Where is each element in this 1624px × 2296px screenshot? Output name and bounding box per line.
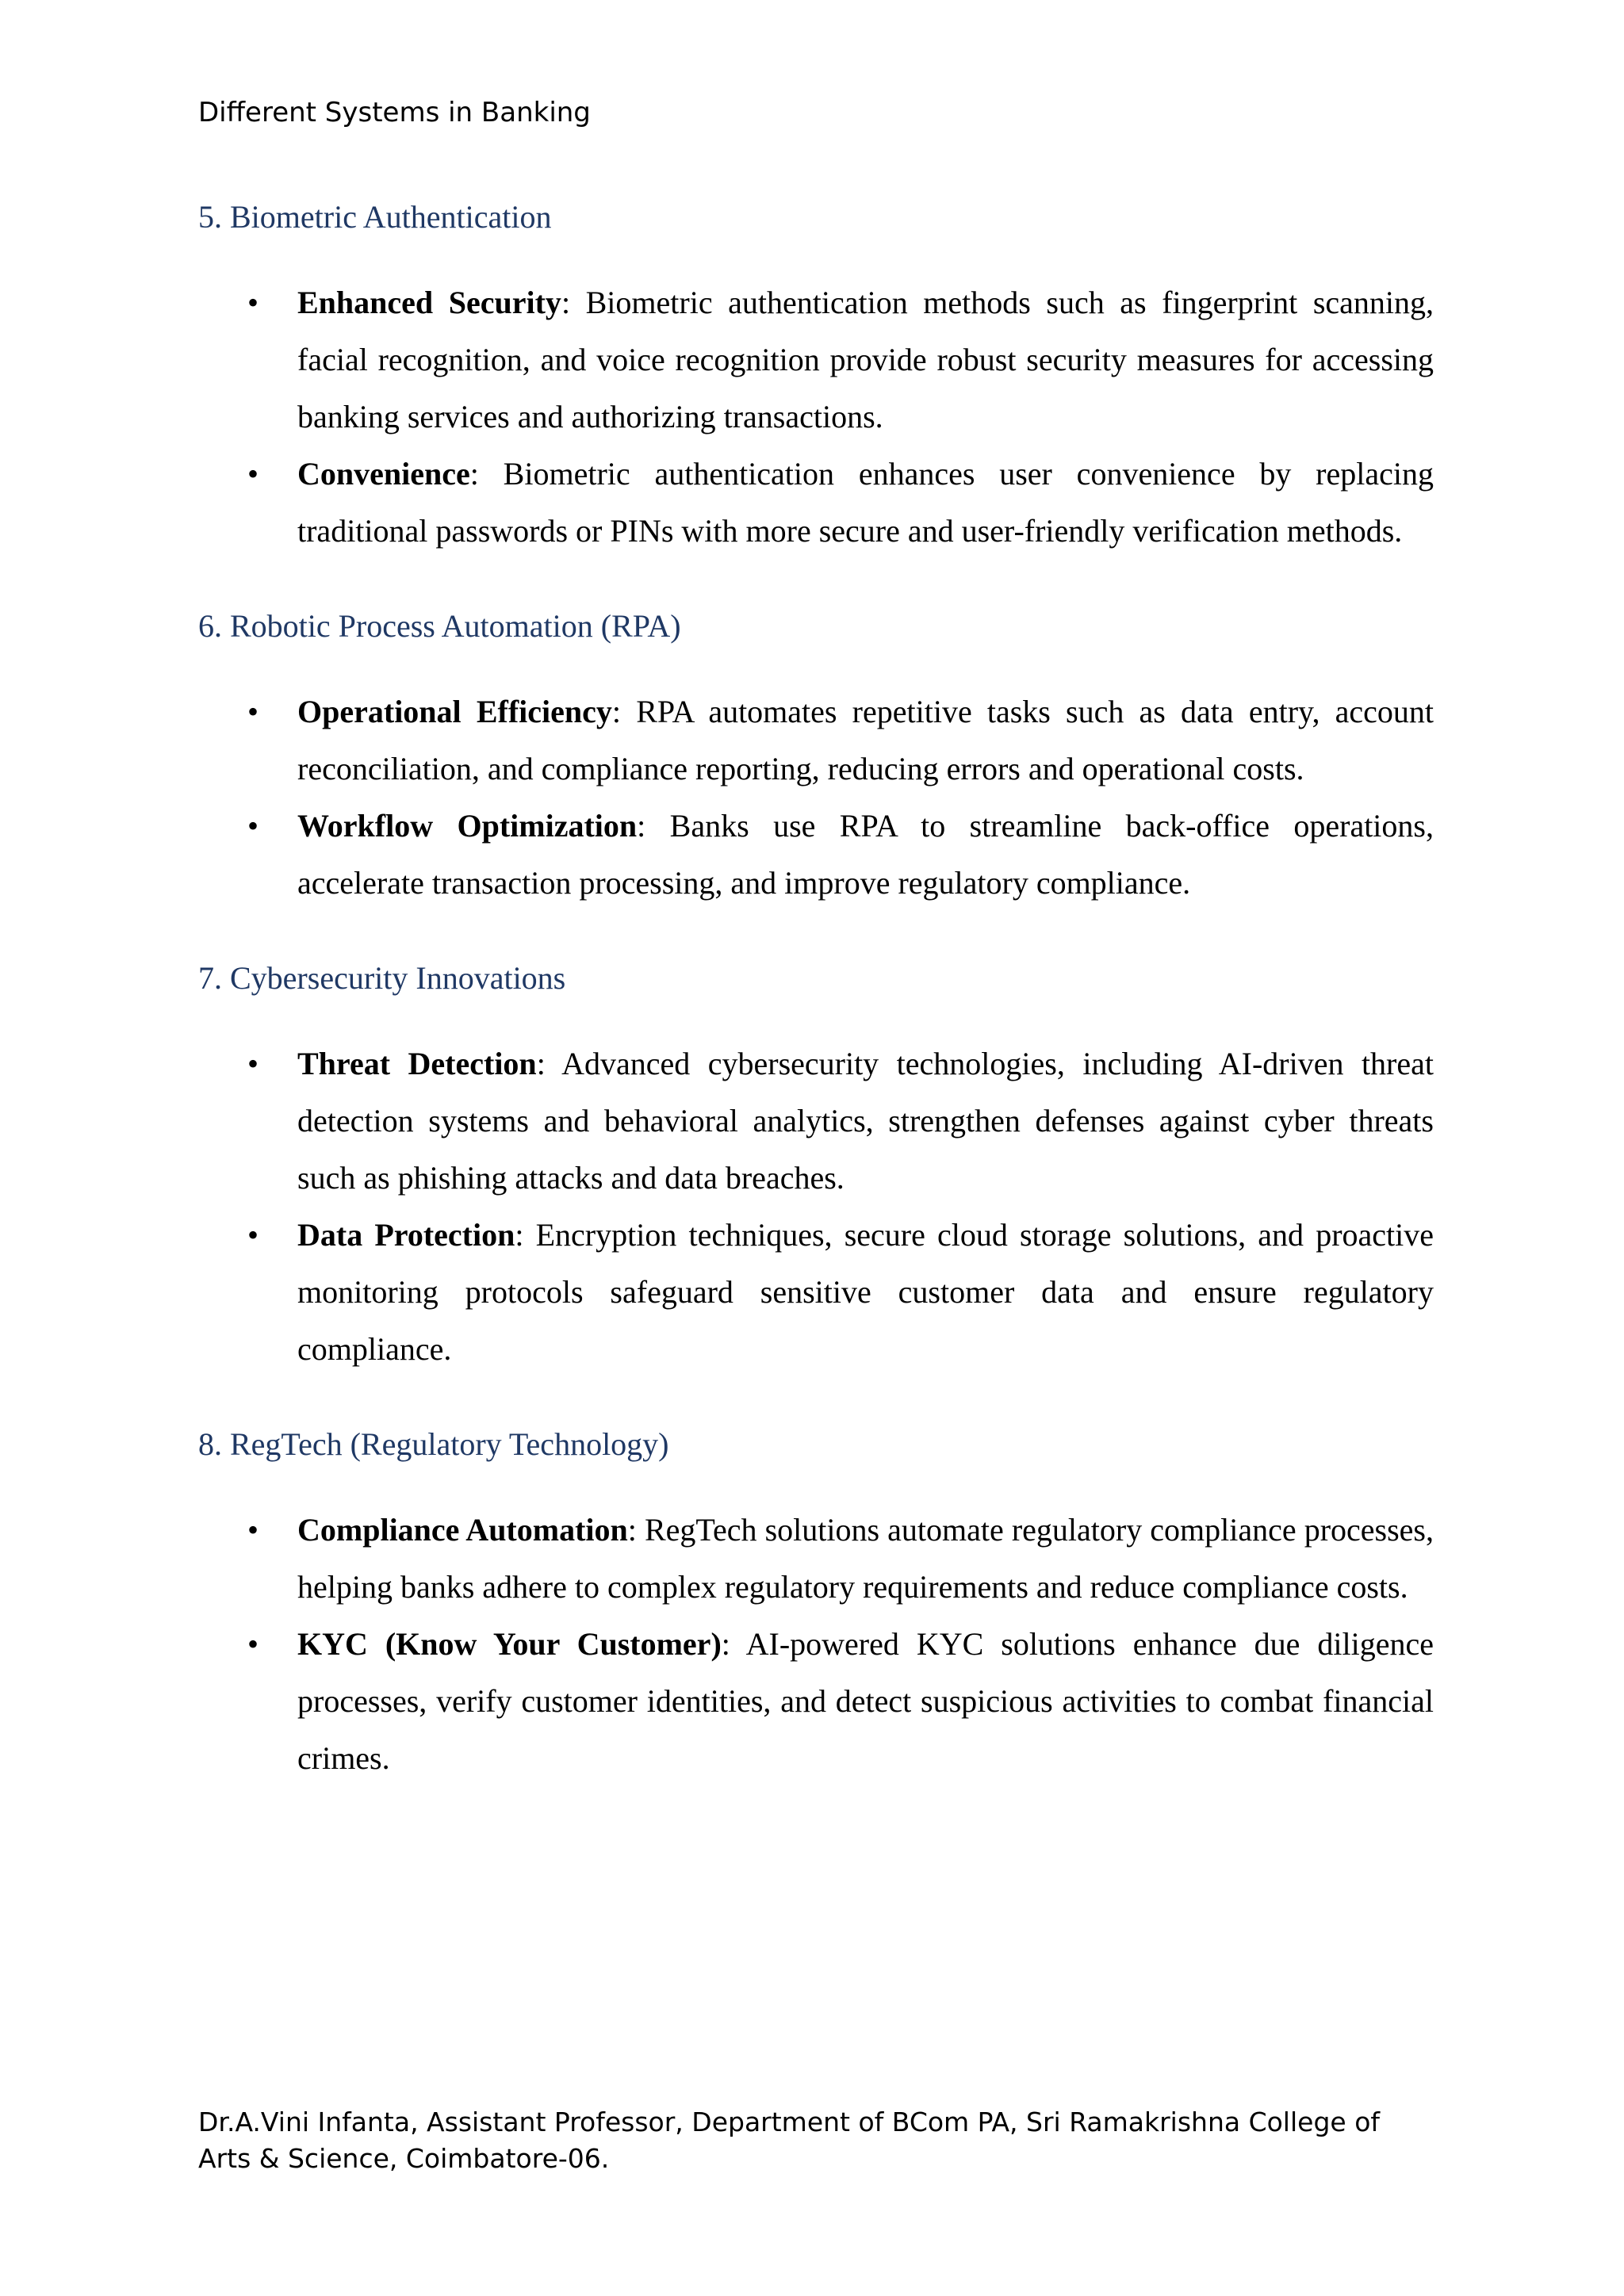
section-heading: 7. Cybersecurity Innovations (198, 960, 566, 996)
bullet-list (198, 683, 1434, 912)
bullet-icon: • (247, 1512, 259, 1548)
bullet-term: Enhanced Security (297, 285, 561, 320)
bullet-icon: • (247, 1046, 259, 1081)
bullet-icon: • (247, 1626, 259, 1662)
bullet-list (198, 1035, 1434, 1378)
list-item (198, 1035, 1434, 1207)
bullet-list (198, 274, 1434, 560)
section-heading: 8. RegTech (Regulatory Technology) (198, 1426, 669, 1462)
section-heading: 6. Robotic Process Automation (RPA) (198, 608, 681, 644)
list-item (198, 798, 1434, 912)
bullet-icon: • (247, 694, 259, 729)
list-item (198, 1207, 1434, 1378)
section-regtech (198, 1418, 1434, 1787)
page-footer: Dr.A.Vini Infanta, Assistant Professor, Department of BCom PA, Sri Ramakrishna College of Arts & Science, Coimbatore-06. (198, 2107, 1380, 2174)
list-item (198, 1502, 1434, 1616)
bullet-list (198, 1502, 1434, 1787)
bullet-text: : Encryption techniques, secure cloud storage solutions, and proactive monitoring protocols safeguard sensitive customer data and ensure regulatory compliance. (297, 1217, 1434, 1367)
bullet-text: : RegTech solutions automate regulatory compliance processes, helping banks adhere to complex regulatory requirements and reduce compliance costs. (297, 1512, 1434, 1605)
bullet-term: Data Protection (297, 1217, 515, 1253)
bullet-icon: • (247, 456, 259, 492)
bullet-text: : AI-powered KYC solutions enhance due diligence processes, verify customer identities, and detect suspicious activities to combat financial crimes. (297, 1626, 1434, 1776)
bullet-icon: • (247, 285, 259, 320)
document-body (198, 190, 1434, 1827)
section-cybersecurity-innovations (198, 951, 1434, 1378)
bullet-text: : Biometric authentication methods such as fingerprint scanning, facial recognition, and voice recognition provide robust security measures for accessing banking services and authorizing transactions. (297, 285, 1434, 434)
section-robotic-process-automation (198, 599, 1434, 912)
bullet-term: Threat Detection (297, 1046, 537, 1081)
list-item (198, 274, 1434, 446)
section-heading: 5. Biometric Authentication (198, 199, 552, 235)
list-item (198, 1616, 1434, 1787)
bullet-text: : RPA automates repetitive tasks such as data entry, account reconciliation, and compliance reporting, reducing errors and operational costs. (297, 694, 1434, 786)
bullet-icon: • (247, 1217, 259, 1253)
list-item (198, 683, 1434, 798)
bullet-text: : Biometric authentication enhances user convenience by replacing traditional passwords or PINs with more secure and user-friendly verification methods. (297, 456, 1434, 549)
list-item (198, 446, 1434, 560)
bullet-icon: • (247, 808, 259, 844)
bullet-term: Compliance Automation (297, 1512, 628, 1548)
bullet-term: Operational Efficiency (297, 694, 612, 729)
bullet-term: Workflow Optimization (297, 808, 638, 844)
bullet-text: : Advanced cybersecurity technologies, including AI-driven threat detection systems and behavioral analytics, strengthen defenses against cyber threats such as phishing attacks and data breaches. (297, 1046, 1434, 1196)
bullet-term: Convenience (297, 456, 470, 492)
page-header: Different Systems in Banking (198, 97, 591, 128)
bullet-text: : Banks use RPA to streamline back-office operations, accelerate transaction processing, and improve regulatory compliance. (297, 808, 1434, 901)
section-biometric-authentication (198, 190, 1434, 560)
bullet-term: KYC (Know Your Customer) (297, 1626, 722, 1662)
